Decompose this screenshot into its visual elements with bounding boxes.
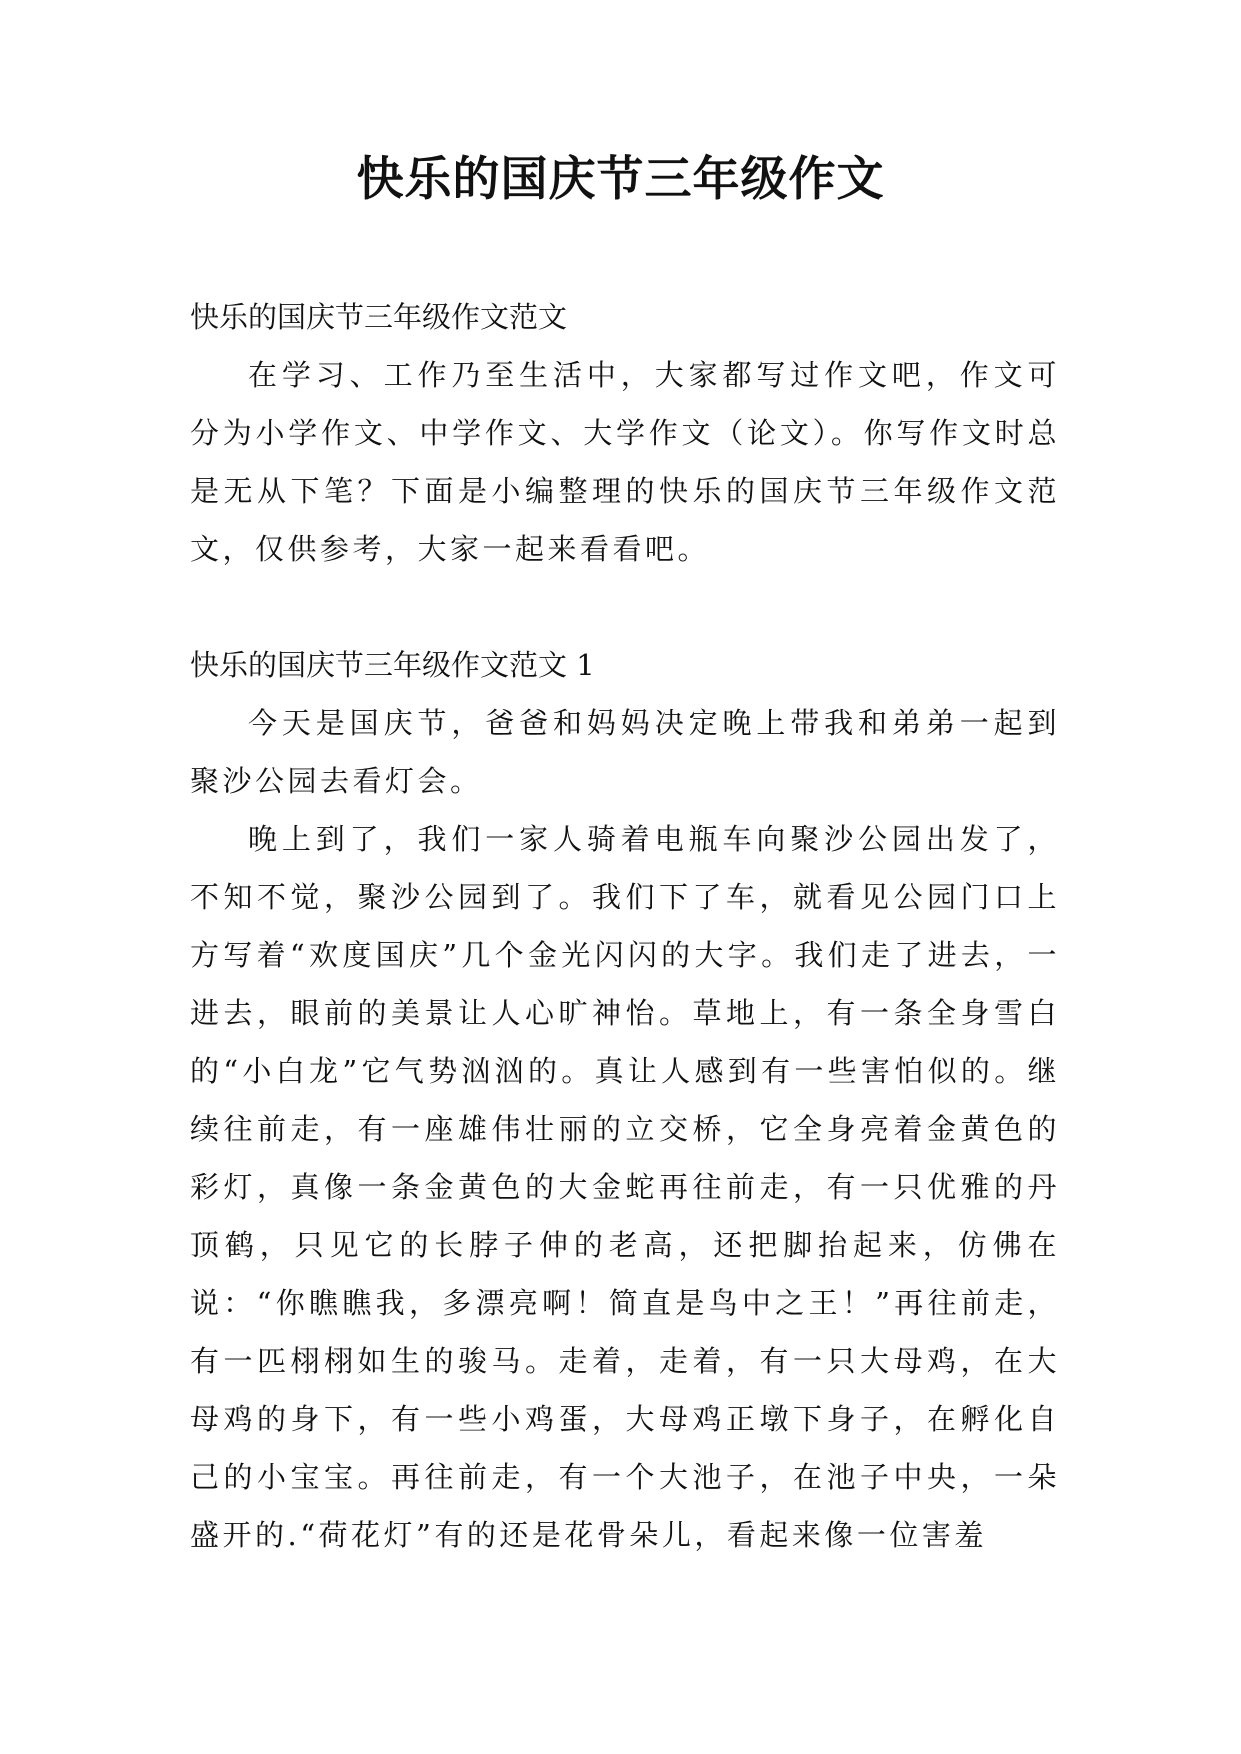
document-title: 快乐的国庆节三年级作文 <box>356 152 885 207</box>
section1-paragraph: 今天是国庆节，爸爸和妈妈决定晚上带我和弟弟一起到聚沙公园去看灯会。 <box>190 706 1060 798</box>
intro-heading: 快乐的国庆节三年级作文范文 <box>190 300 568 334</box>
section1-paragraph: 晚上到了，我们一家人骑着电瓶车向聚沙公园出发了，不知不觉，聚沙公园到了。我们下了车，就看见公园门口上方写着“欢度国庆”几个金光闪闪的大字。我们走了进去，一进去，眼前的美景让人心旷神怡。草地上，有一条全身雪白的“小白龙”它气势汹汹的。真让人感到有一些害怕似的。继续往前走，有一座雄伟壮丽的立交桥，它全身亮着金黄色的彩灯，真像一条金黄色的大金蛇再往前走，有一只优雅的丹顶鹤，只见它的长脖子伸的老高，还把脚抬起来，仿佛在说：“你瞧瞧我，多漂亮啊！简直是鸟中之王！”再往前走，有一匹栩栩如生的骏马。走着，走着，有一只大母鸡，在大母鸡的身下，有一些小鸡蛋，大母鸡正墩下身子，在孵化自己的小宝宝。再往前走，有一个大池子，在池子中央，一朵盛开的.“荷花灯”有的还是花骨朵儿，看起来像一位害羞 <box>190 822 1060 1552</box>
section1-heading: 快乐的国庆节三年级作文范文 1 <box>190 648 595 682</box>
document-body <box>190 288 1060 1564</box>
intro-paragraph: 在学习、工作乃至生活中，大家都写过作文吧，作文可分为小学作文、中学作文、大学作文（论文）。你写作文时总是无从下笔？下面是小编整理的快乐的国庆节三年级作文范文，仅供参考，大家一起来看看吧。 <box>190 358 1060 566</box>
section-spacer <box>190 578 1060 636</box>
